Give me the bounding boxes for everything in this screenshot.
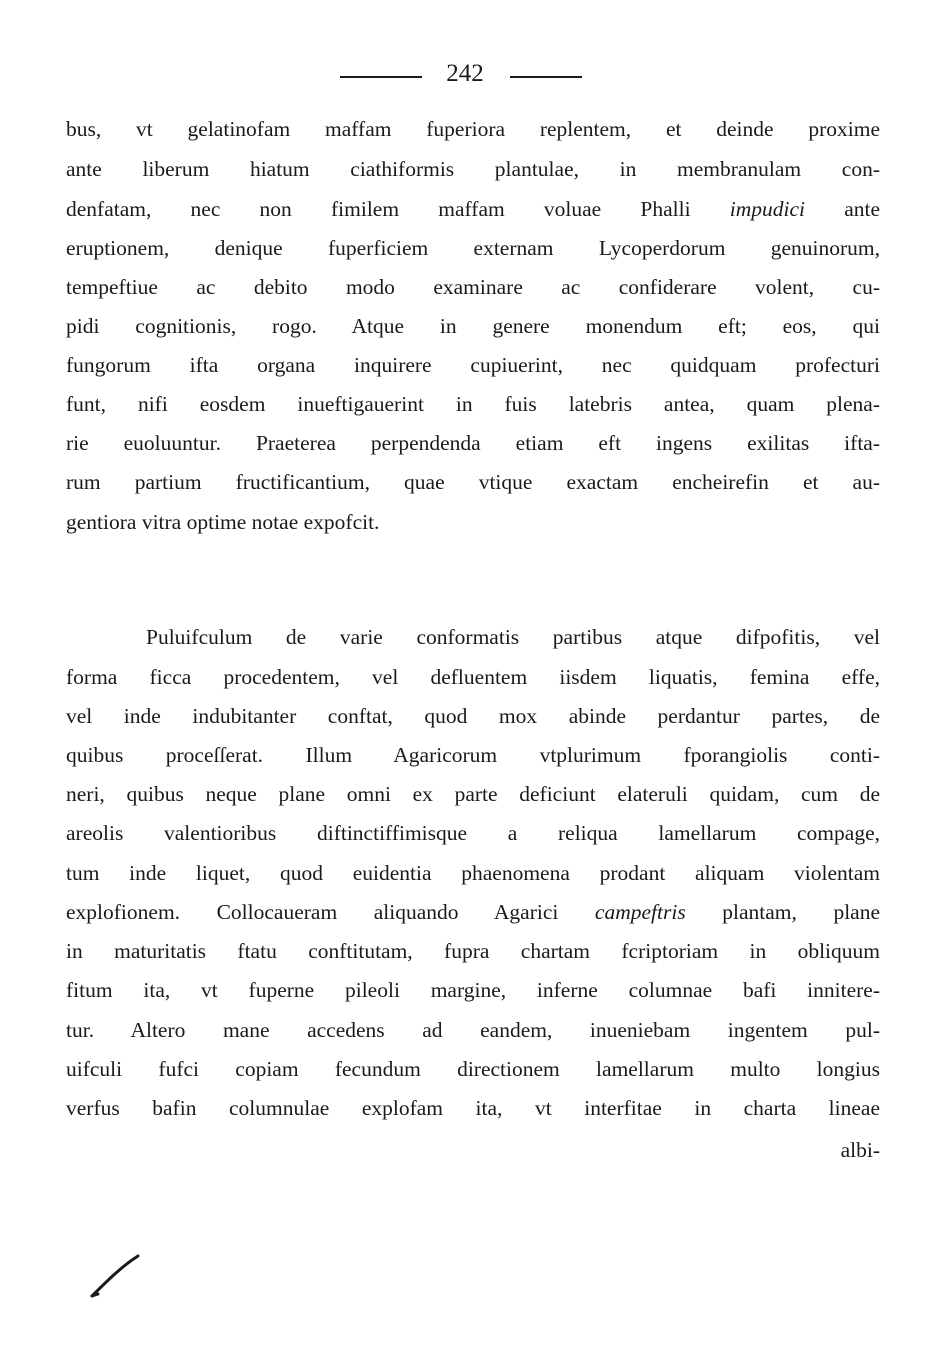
text-line: bus, vt gelatinofam maffam fuperiora replentem, et deinde proxime (66, 117, 880, 141)
text-line: pidi cognitionis, rogo. Atque in genere monendum eft; eos, qui (66, 314, 880, 338)
text-line: tur. Altero mane accedens ad eandem, inueniebam ingentem pul- (66, 1018, 880, 1042)
text-line: tempeftiue ac debito modo examinare ac confiderare volent, cu- (66, 275, 880, 299)
italic-word: campeftris (594, 900, 686, 924)
text-line: areolis valentioribus diftinctiffimisque a reliqua lamellarum compage, (66, 821, 880, 845)
pencil-mark-icon (88, 1252, 148, 1302)
text-line: quibus proceſſerat. Illum Agaricorum vtplurimum fporangiolis conti- (66, 743, 880, 767)
header-rule-right (510, 76, 582, 78)
text-line: Puluifculum de varie conformatis partibus atque difpofitis, vel (146, 625, 880, 649)
italic-word: impudici (729, 197, 805, 221)
text-run: ante (844, 197, 880, 221)
text-line: fitum ita, vt fuperne pileoli margine, inferne columnae bafi innitere- (66, 978, 880, 1002)
running-header (0, 56, 950, 96)
text-line: rie euoluuntur. Praeterea perpendenda etiam eft ingens exilitas ifta- (66, 431, 880, 455)
page-number: 242 (446, 60, 484, 87)
text-line: vel inde indubitanter conftat, quod mox abinde perdantur partes, de (66, 704, 880, 728)
text-line: in maturitatis ftatu conftitutam, fupra chartam fcriptoriam in obliquum (66, 939, 880, 963)
text-line: rum partium fructificantium, quae vtique exactam encheirefin et au- (66, 470, 880, 494)
catchword: albi- (840, 1138, 880, 1162)
text-line: verfus bafin columnulae explofam ita, vt interfitae in charta lineae (66, 1096, 880, 1120)
text-line: uifculi fufci copiam fecundum directionem lamellarum multo longius (66, 1057, 880, 1081)
text-run: plantam, plane (722, 900, 881, 924)
text-line: funt, nifi eosdem inueftigauerint in fuis latebris antea, quam plena- (66, 392, 880, 416)
text-line: gentiora vitra optime notae expofcit. (66, 510, 380, 534)
text-line: fungorum ifta organa inquirere cupiuerint, nec quidquam profecturi (66, 353, 880, 377)
text-line (66, 190, 880, 228)
text-run: explofionem. Collocaueram aliquando Agarici (66, 900, 559, 924)
text-line: neri, quibus neque plane omni ex parte deficiunt elateruli quidam, cum de (66, 782, 880, 806)
text-line: ante liberum hiatum ciathiformis plantulae, in membranulam con- (66, 157, 880, 181)
text-line (66, 893, 880, 931)
header-rule-left (340, 76, 422, 78)
text-line: eruptionem, denique fuperficiem externam Lycoperdorum genuinorum, (66, 236, 880, 260)
text-line: forma ficca procedentem, vel defluentem iisdem liquatis, femina effe, (66, 665, 880, 689)
text-line: tum inde liquet, quod euidentia phaenomena prodant aliquam violentam (66, 861, 880, 885)
text-run: denfatam, nec non fimilem maffam voluae Phalli (66, 197, 691, 221)
